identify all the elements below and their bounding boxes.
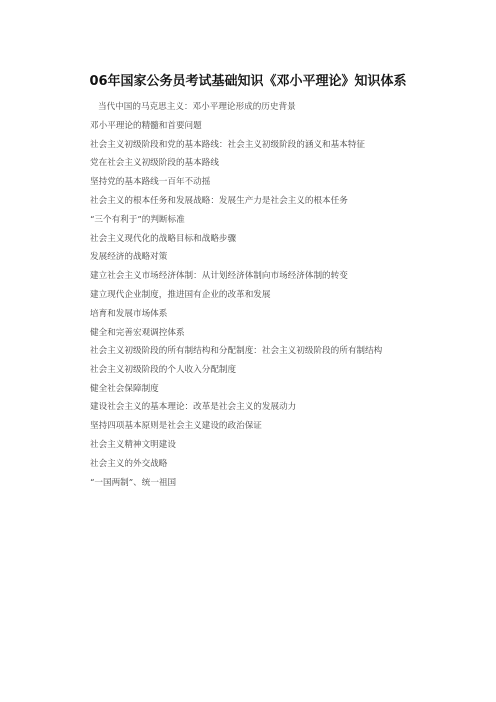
text-line: 坚持四项基本原则是社会主义建设的政治保证 [90,421,262,432]
text-line: 社会主义初级阶段的个人收入分配制度 [90,364,237,375]
text-line: 社会主义初级阶段和党的基本路线：社会主义初级阶段的涵义和基本特征 [90,139,366,150]
text-line: “三个有利于”的判断标准 [90,214,185,225]
text-line: 社会主义现代化的战略目标和战略步骤 [90,233,237,244]
text-line: 社会主义精神文明建设 [90,439,176,450]
text-line: “一国两制”、统一祖国 [90,477,177,488]
text-line: 社会主义的根本任务和发展战略：发展生产力是社会主义的根本任务 [90,195,348,206]
text-line: 建设社会主义的基本理论：改革是社会主义的发展动力 [90,402,297,413]
text-line: 建立社会主义市场经济体制：从计划经济体制向市场经济体制的转变 [90,271,348,282]
text-line: 党在社会主义初级阶段的基本路线 [90,158,219,169]
text-line: 当代中国的马克思主义：邓小平理论形成的历史背景 [98,102,296,112]
text-line-wrapped: 社会主义初级阶段的所有制结构和分配制度：社会主义初级阶段的所有制结构 [90,346,383,357]
document-body [74,98,426,492]
text-line: 健全社会保障制度 [90,383,159,394]
text-line: 发展经济的战略对策 [90,252,168,263]
text-line: 建立现代企业制度，推进国有企业的改革和发展 [90,289,271,300]
text-line: 社会主义的外交战略 [90,458,168,469]
text-line: 健全和完善宏观调控体系 [90,327,185,338]
text-line: 邓小平理论的精髓和首要问题 [90,120,202,131]
document-title: 06年国家公务员考试基础知识《邓小平理论》知识体系 [89,74,407,89]
text-line: 培育和发展市场体系 [90,308,168,319]
text-line: 坚持党的基本路线一百年不动摇 [90,177,211,188]
